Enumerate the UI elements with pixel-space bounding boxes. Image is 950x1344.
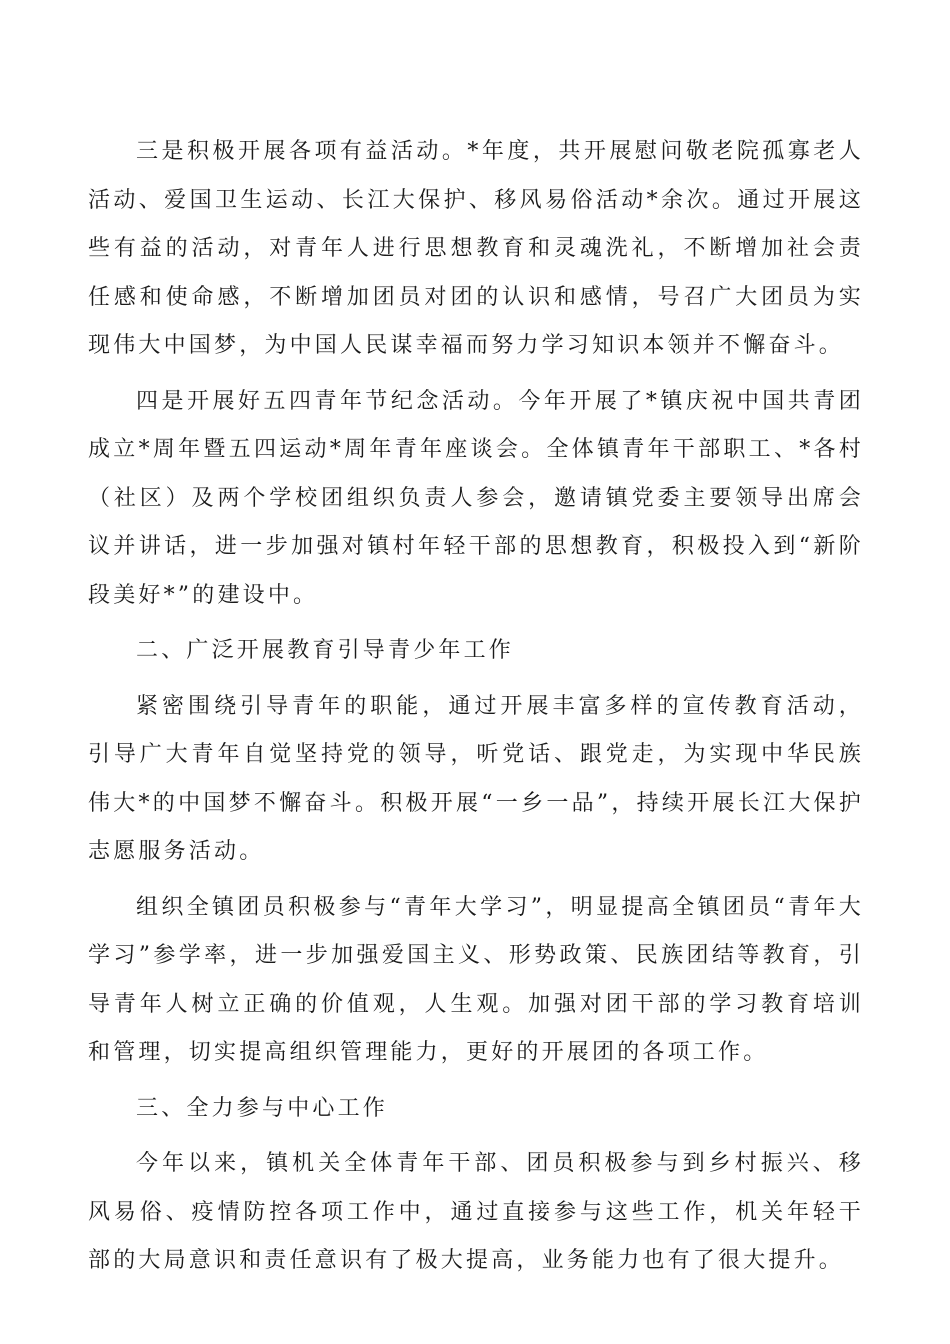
para-guidance: 紧密围绕引导青年的职能，通过开展丰富多样的宣传教育活动，引导广大青年自觉坚持党的领导，听党话、跟党走，为实现中华民族伟大*的中国梦不懈奋斗。积极开展“一乡一品”，持续开展长江大保护志愿服务活动。	[88, 693, 864, 864]
para-youth-day: 四是开展好五四青年节纪念活动。今年开展了*镇庆祝中国共青团成立*周年暨五四运动*周年青年座谈会。全体镇青年干部职工、*各村（社区）及两个学校团组织负责人参会，邀请镇党委主要领导出席会议并讲话，进一步加强对镇村年轻干部的思想教育，积极投入到“新阶段美好*”的建设中。	[88, 388, 864, 608]
para-activities: 三是积极开展各项有益活动。*年度，共开展慰问敬老院孤寡老人活动、爱国卫生运动、长江大保护、移风易俗活动*余次。通过开展这些有益的活动，对青年人进行思想教育和灵魂洗礼，不断增加社会责任感和使命感，不断增加团员对团的认识和感情，号召广大团员为实现伟大中国梦，为中国人民谋幸福而努力学习知识本领并不懈奋斗。	[88, 139, 864, 358]
heading-section-2: 二、广泛开展教育引导青少年工作	[136, 638, 515, 663]
para-central-work: 今年以来，镇机关全体青年干部、团员积极参与到乡村振兴、移风易俗、疫情防控各项工作中，通过直接参与这些工作，机关年轻干部的大局意识和责任意识有了极大提高，业务能力也有了很大提升。	[88, 1151, 864, 1273]
para-study: 组织全镇团员积极参与“青年大学习”，明显提高全镇团员“青年大学习”参学率，进一步加强爱国主义、形势政策、民族团结等教育，引导青年人树立正确的价值观，人生观。加强对团干部的学习教育培训和管理，切实提高组织管理能力，更好的开展团的各项工作。	[88, 894, 864, 1065]
document-page	[88, 128, 864, 1293]
heading-section-3: 三、全力参与中心工作	[136, 1095, 389, 1121]
